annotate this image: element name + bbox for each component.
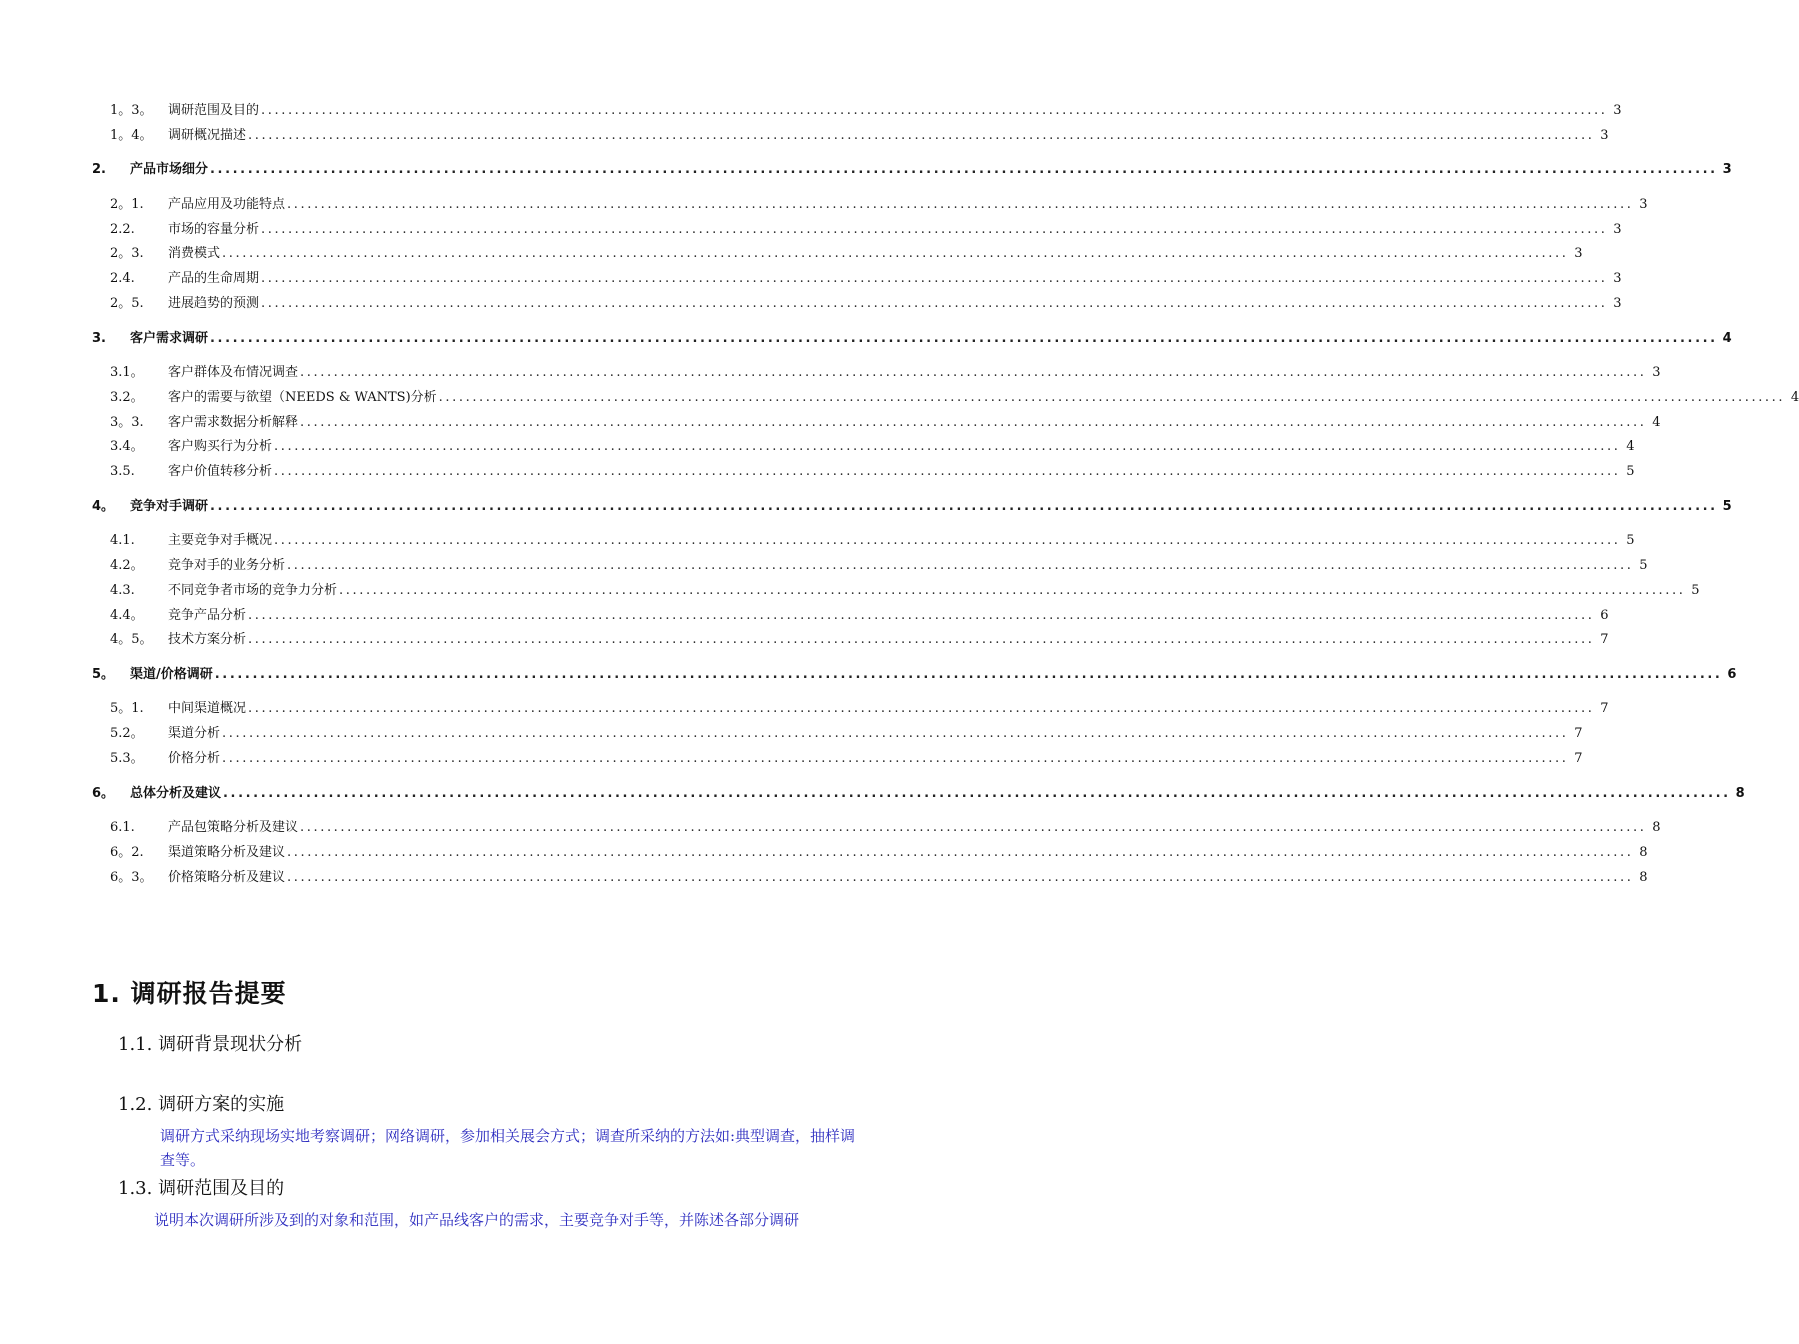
toc-entry[interactable] [0,437,1635,457]
toc-entry[interactable] [0,160,1732,180]
toc-leader-dots: ........................................................................................................................................................................................................ [261,103,1608,118]
toc-entry-body [168,220,1622,240]
toc-entry-number: 2.4. [110,271,135,287]
toc-entry-title: 主要竞争对手概况 [168,533,273,549]
toc-entry-title: 渠道/价格调研 [130,666,213,682]
toc-entry-body [168,126,1609,146]
toc-entry-number: 2。5. [110,296,144,311]
toc-entry[interactable] [0,606,1609,626]
toc-entry-body [168,843,1648,863]
toc-entry-number: 3.4。 [110,439,144,455]
toc-entry-title: 产品包策略分析及建议 [168,820,299,835]
toc-entry-title: 价格分析 [168,751,221,766]
toc-entry[interactable] [0,497,1732,517]
toc-entry-title: 渠道策略分析及建议 [168,844,286,860]
toc-entry-number: 2. [92,162,106,178]
toc-entry[interactable] [0,413,1661,433]
toc-entry-page: 3 [1722,162,1732,178]
toc-entry-title: 产品市场细分 [130,162,209,178]
toc-entry-number: 6。 [92,785,115,801]
toc-leader-dots: ........................................................................................................................................................................................................ [248,632,1595,648]
toc-entry-page: 4 [1790,389,1799,405]
toc-entry-body [130,329,1732,349]
toc-entry-body [168,531,1635,551]
toc-leader-dots: ........................................................................................................................................................................................................ [438,389,1786,405]
toc-entry[interactable] [0,329,1732,349]
toc-entry[interactable] [0,784,1745,804]
toc-entry-title: 市场的容量分析 [168,221,260,237]
toc-entry[interactable] [0,665,1737,685]
toc-entry-page: 5 [1626,533,1635,549]
toc-entry-number: 2。1. [110,196,144,212]
toc-entry-body [130,160,1732,180]
toc-entry-number: 1。3。 [110,103,153,118]
toc-entry-body [168,244,1583,264]
toc-entry-number: 4.2。 [110,558,144,573]
toc-entry-number: 2.2. [110,221,135,237]
toc-entry-title: 产品应用及功能特点 [168,196,286,212]
toc-entry-page: 3 [1600,127,1609,143]
toc-entry-title: 总体分析及建议 [130,785,222,801]
toc-leader-dots: ........................................................................................................................................................................................................ [287,196,1634,212]
toc-entry-page: 7 [1600,632,1609,648]
toc-entry-body [168,269,1622,289]
toc-leader-dots: ........................................................................................................................................................................................................ [223,785,1731,801]
toc-leader-dots: ........................................................................................................................................................................................................ [222,246,1569,262]
toc-entry-title: 价格策略分析及建议 [168,869,286,885]
toc-leader-dots: ........................................................................................................................................................................................................ [339,582,1686,598]
toc-entry-title: 客户购买行为分析 [168,439,273,455]
toc-entry-number: 3. [92,330,106,346]
toc-leader-dots: ........................................................................................................................................................................................................ [287,558,1634,573]
toc-leader-dots: ........................................................................................................................................................................................................ [300,820,1647,835]
toc-entry[interactable] [0,462,1635,482]
toc-entry-number: 4.1. [110,533,135,549]
toc-entry-body [130,497,1732,517]
toc-leader-dots: ........................................................................................................................................................................................................ [287,869,1634,885]
toc-entry[interactable] [0,749,1583,769]
toc-entry-number: 3.5. [110,464,135,480]
toc-entry-number: 2。3. [110,246,144,262]
toc-leader-dots: ........................................................................................................................................................................................................ [261,296,1608,311]
toc-entry[interactable] [0,363,1661,383]
toc-leader-dots: ........................................................................................................................................................................................................ [274,439,1621,455]
toc-entry[interactable] [0,101,1622,121]
toc-entry-body [168,462,1635,482]
toc-entry-page: 7 [1600,701,1609,717]
toc-entry-body [168,363,1661,383]
toc-entry-number: 3.2。 [110,389,144,405]
section-heading-1: 1. 调研报告提要 [92,979,287,1008]
toc-entry-page: 3 [1574,246,1583,262]
toc-entry-title: 中间渠道概况 [168,701,247,717]
toc-entry-page: 7 [1574,726,1583,742]
toc-entry-body [168,581,1700,601]
toc-leader-dots: ........................................................................................................................................................................................................ [274,533,1621,549]
toc-entry-title: 竞争产品分析 [168,607,247,623]
toc-entry[interactable] [0,126,1609,146]
toc-entry-body [168,413,1661,433]
toc-entry-page: 7 [1574,751,1583,766]
toc-leader-dots: ........................................................................................................................................................................................................ [248,607,1595,623]
toc-entry-page: 4 [1652,414,1661,430]
toc-entry-number: 1。4。 [110,127,153,143]
toc-entry-page: 3 [1613,271,1622,287]
toc-entry-number: 5。1. [110,701,144,717]
toc-entry-title: 客户需求数据分析解释 [168,414,299,430]
toc-leader-dots: ........................................................................................................................................................................................................ [214,666,1723,682]
toc-entry-title: 进展趋势的预测 [168,296,260,311]
toc-entry-title: 客户需求调研 [130,330,209,346]
toc-entry-page: 5 [1626,464,1635,480]
toc-entry-number: 4.4。 [110,607,144,623]
toc-entry-body [168,699,1609,719]
toc-entry[interactable] [0,388,1799,408]
toc-leader-dots: ........................................................................................................................................................................................................ [210,330,1718,346]
toc-entry-title: 客户的需要与欲望（NEEDS & WANTS)分析 [168,389,437,405]
subsection-heading-1-1: 1.1. 调研背景现状分析 [118,1034,303,1055]
toc-entry-number: 5。 [92,666,115,682]
toc-entry[interactable] [0,581,1700,601]
toc-entry-body [168,388,1799,408]
toc-entry-title: 渠道分析 [168,726,221,742]
toc-entry-title: 客户价值转移分析 [168,464,273,480]
toc-entry[interactable] [0,556,1648,576]
toc-entry-page: 8 [1652,820,1661,835]
toc-entry-body [168,724,1583,744]
toc-leader-dots: ........................................................................................................................................................................................................ [261,271,1608,287]
toc-entry-title: 竞争对手的业务分析 [168,558,286,573]
toc-leader-dots: ........................................................................................................................................................................................................ [222,751,1569,766]
toc-entry-page: 3 [1613,296,1622,311]
toc-entry-title: 竞争对手调研 [130,498,209,514]
toc-entry-page: 3 [1652,365,1661,380]
toc-entry[interactable] [0,843,1648,863]
toc-entry-page: 3 [1613,221,1622,237]
toc-entry-page: 8 [1639,844,1648,860]
toc-entry-title: 不同竞争者市场的竞争力分析 [168,582,338,598]
toc-entry[interactable] [0,868,1648,888]
toc-entry[interactable] [0,818,1661,838]
toc-entry-body [168,294,1622,314]
toc-entry-number: 3。3. [110,414,144,430]
toc-entry-page: 8 [1639,869,1648,885]
toc-leader-dots: ........................................................................................................................................................................................................ [248,127,1595,143]
toc-entry[interactable] [0,630,1609,650]
toc-leader-dots: ........................................................................................................................................................................................................ [287,844,1634,860]
toc-entry-body [130,784,1745,804]
toc-entry[interactable] [0,699,1609,719]
toc-entry-number: 4。 [92,498,115,514]
paragraph-1-2: 调研方式采纳现场实地考察调研；网络调研，参加相关展会方式；调查所采纳的方法如:典型调查，抽样调查等。 [160,1127,856,1169]
toc-entry[interactable] [0,195,1648,215]
toc-entry-number: 4。5。 [110,632,153,648]
toc-leader-dots: ........................................................................................................................................................................................................ [274,464,1621,480]
toc-entry-number: 5.2。 [110,726,144,742]
toc-entry-number: 5.3。 [110,751,144,766]
toc-entry-page: 8 [1735,785,1745,801]
subsection-heading-1-2: 1.2. 调研方案的实施 [118,1094,285,1115]
toc-entry-body [168,437,1635,457]
toc-leader-dots: ........................................................................................................................................................................................................ [222,726,1569,742]
toc-entry-page: 3 [1639,196,1648,212]
toc-entry[interactable] [0,220,1622,240]
toc-entry[interactable] [0,244,1583,264]
toc-entry-number: 6。3。 [110,869,153,885]
toc-leader-dots: ........................................................................................................................................................................................................ [300,414,1647,430]
toc-entry[interactable] [0,294,1622,314]
toc-entry-number: 3.1。 [110,365,144,380]
toc-entry-body [168,630,1609,650]
toc-entry-page: 4 [1626,439,1635,455]
toc-entry-title: 调研范围及目的 [168,103,260,118]
toc-entry-page: 4 [1722,330,1732,346]
toc-entry-number: 6.1. [110,820,135,835]
toc-entry-page: 5 [1639,558,1648,573]
paragraph-1-3: 说明本次调研所涉及到的对象和范围，如产品线客户的需求，主要竞争对手等，并陈述各部分调研 [154,1211,800,1229]
toc-entry[interactable] [0,724,1583,744]
toc-entry-number: 4.3. [110,582,135,598]
toc-entry-title: 消费模式 [168,246,221,262]
toc-leader-dots: ........................................................................................................................................................................................................ [248,701,1595,717]
subsection-heading-1-3: 1.3. 调研范围及目的 [118,1178,285,1199]
toc-entry[interactable] [0,269,1622,289]
toc-entry-body [130,665,1737,685]
toc-entry-number: 6。2. [110,844,144,860]
toc-entry-page: 3 [1613,103,1622,118]
toc-leader-dots: ........................................................................................................................................................................................................ [300,365,1647,380]
toc-entry-page: 6 [1727,666,1737,682]
toc-entry-title: 客户群体及布情况调查 [168,365,299,380]
toc-entry-page: 5 [1722,498,1732,514]
toc-entry-body [168,749,1583,769]
toc-leader-dots: ........................................................................................................................................................................................................ [210,498,1718,514]
toc-entry-title: 产品的生命周期 [168,271,260,287]
toc-entry[interactable] [0,531,1635,551]
toc-leader-dots: ........................................................................................................................................................................................................ [210,162,1718,178]
toc-entry-title: 调研概况描述 [168,127,247,143]
toc-entry-body [168,868,1648,888]
toc-entry-body [168,101,1622,121]
toc-entry-title: 技术方案分析 [168,632,247,648]
toc-leader-dots: ........................................................................................................................................................................................................ [261,221,1608,237]
toc-entry-body [168,195,1648,215]
toc-entry-page: 5 [1691,582,1700,598]
toc-entry-body [168,818,1661,838]
toc-entry-body [168,556,1648,576]
toc-entry-page: 6 [1600,607,1609,623]
toc-entry-body [168,606,1609,626]
